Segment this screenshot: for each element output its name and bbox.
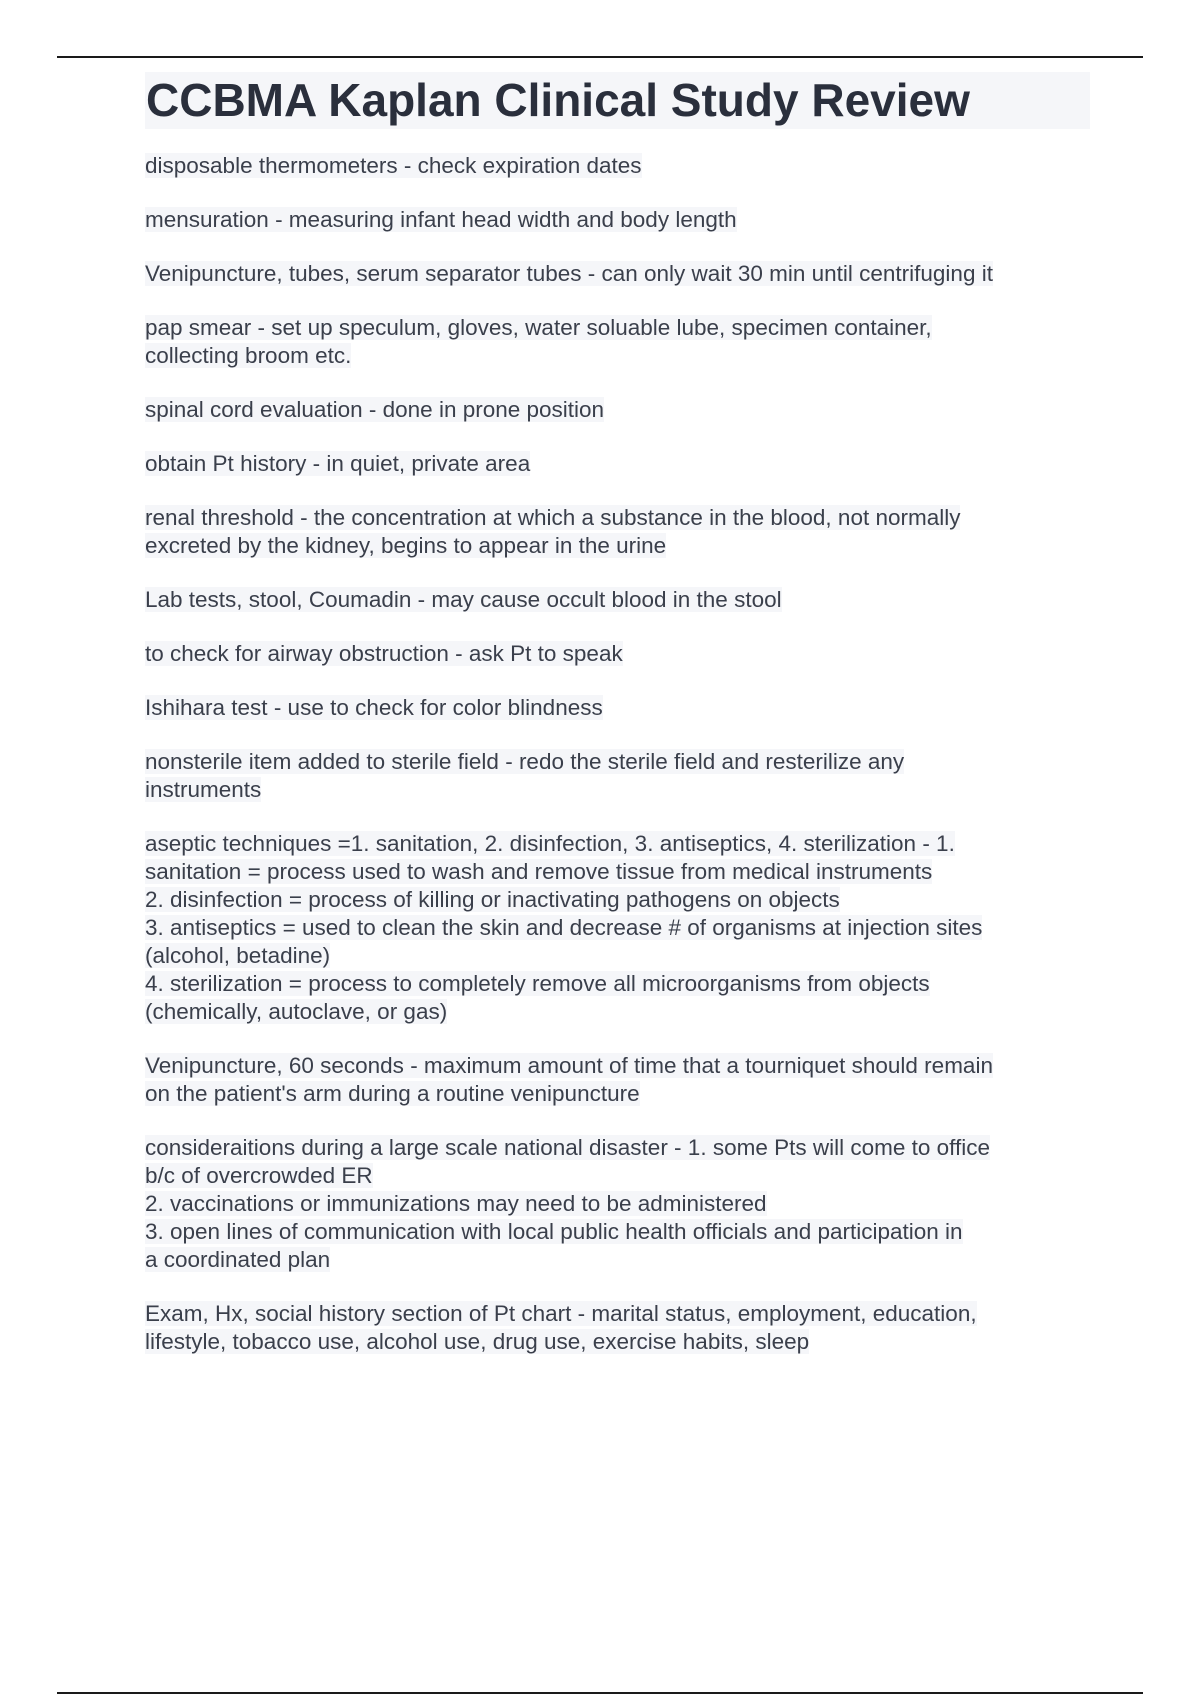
- flashcard-10: [145, 694, 1095, 722]
- top-rule: [57, 56, 1143, 58]
- flashcard-text: Venipuncture, 60 seconds - maximum amount of time that a tourniquet should remain on the patient's arm during a routine venipuncture: [145, 1053, 993, 1106]
- flashcard-text: consideraitions during a large scale national disaster - 1. some Pts will come to office b/c of overcrowded ER 2. vaccinations or immunizations may need to be administered 3. open lines of communication with local public health officials and participation in a coordinated plan: [145, 1135, 991, 1272]
- flashcard-14: [145, 1134, 1095, 1274]
- flashcard-13: [145, 1052, 1095, 1108]
- flashcard-text: disposable thermometers - check expiration dates: [145, 153, 642, 178]
- flashcard-text: nonsterile item added to sterile field - redo the sterile field and resterilize any instruments: [145, 749, 905, 802]
- flashcard-1: [145, 152, 1095, 180]
- document-title: CCBMA Kaplan Clinical Study Review: [146, 74, 970, 126]
- flashcard-2: [145, 206, 1095, 234]
- flashcard-text: renal threshold - the concentration at which a substance in the blood, not normally excreted by the kidney, begins to appear in the urine: [145, 505, 961, 558]
- flashcard-9: [145, 640, 1095, 668]
- flashcard-text: obtain Pt history - in quiet, private area: [145, 451, 531, 476]
- flashcard-11: [145, 748, 1095, 804]
- flashcard-8: [145, 586, 1095, 614]
- flashcard-7: [145, 504, 1095, 560]
- flashcard-3: [145, 260, 1095, 288]
- flashcard-text: to check for airway obstruction - ask Pt to speak: [145, 641, 623, 666]
- flashcard-text: Lab tests, stool, Coumadin - may cause occult blood in the stool: [145, 587, 782, 612]
- flashcard-4: [145, 314, 1095, 370]
- flashcard-text: aseptic techniques =1. sanitation, 2. disinfection, 3. antiseptics, 4. sterilization - 1. sanitation = process used to wash and remove tissue from medical instruments 2. disinfection = process of killing or inactivating pathogens on objects 3. antiseptics = used to clean the skin and decrease # of organisms at injection sites (alcohol, betadine) 4. sterilization = process to completely remove all microorganisms from objects (chemically, autoclave, or gas): [145, 831, 983, 1024]
- flashcard-text: pap smear - set up speculum, gloves, water soluable lube, specimen container, collecting broom etc.: [145, 315, 932, 368]
- flashcard-6: [145, 450, 1095, 478]
- bottom-rule: [57, 1692, 1143, 1694]
- flashcard-text: Ishihara test - use to check for color blindness: [145, 695, 603, 720]
- flashcard-15: [145, 1300, 1095, 1356]
- flashcard-5: [145, 396, 1095, 424]
- flashcard-text: Exam, Hx, social history section of Pt chart - marital status, employment, education, lifestyle, tobacco use, alcohol use, drug use, exercise habits, sleep: [145, 1301, 977, 1354]
- document-body: [145, 72, 1095, 1382]
- title-block: [145, 72, 1090, 129]
- flashcard-text: Venipuncture, tubes, serum separator tubes - can only wait 30 min until centrifuging it: [145, 261, 993, 286]
- flashcard-text: spinal cord evaluation - done in prone position: [145, 397, 605, 422]
- flashcard-text: mensuration - measuring infant head width and body length: [145, 207, 737, 232]
- flashcard-12: [145, 830, 1095, 1026]
